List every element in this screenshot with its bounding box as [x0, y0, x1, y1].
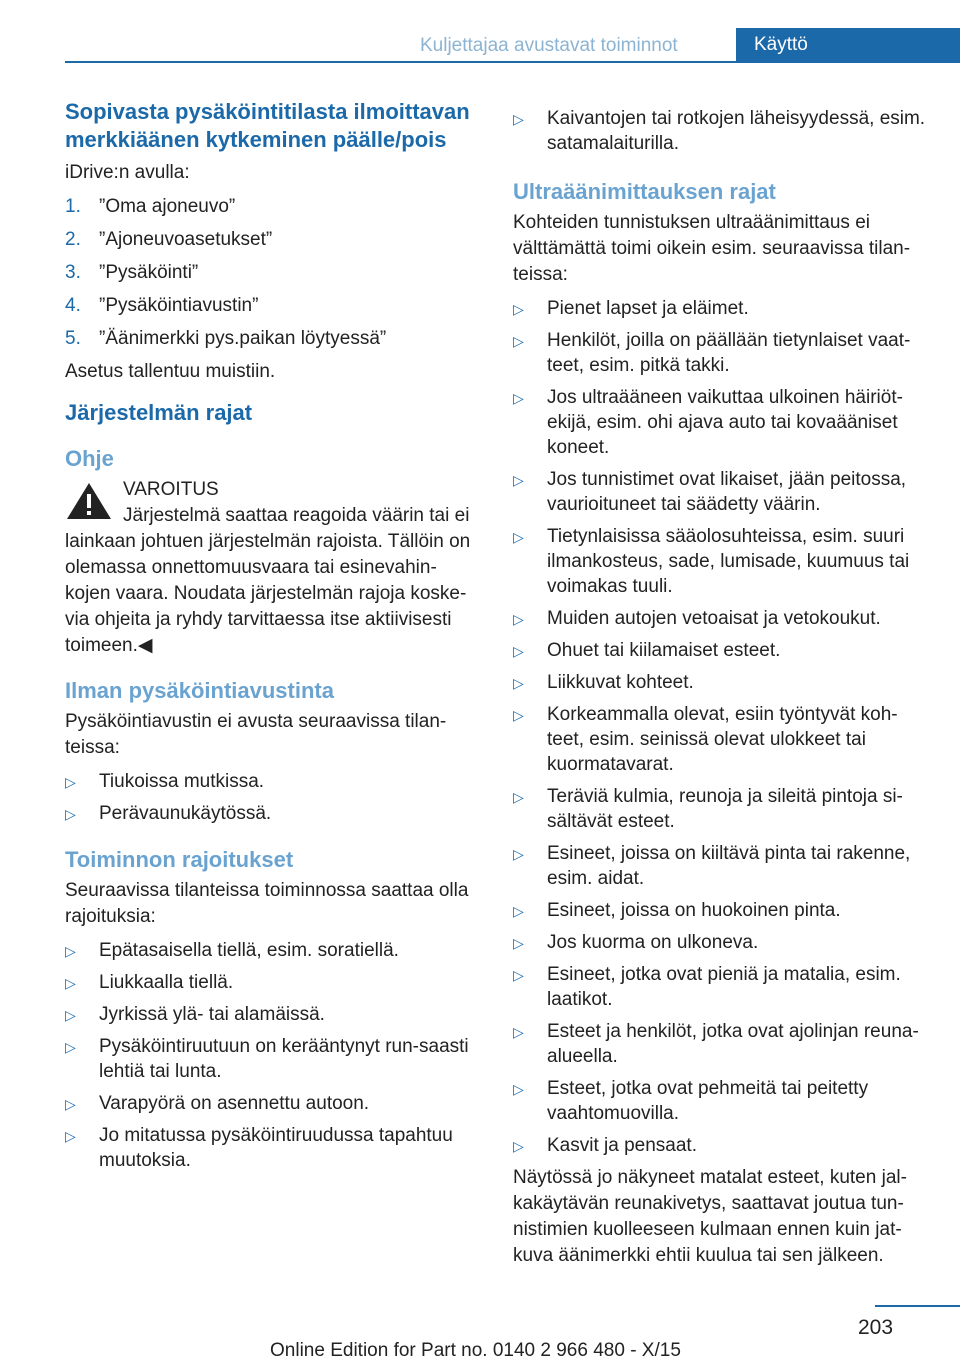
bullet-triangle-icon: ▷ — [65, 1039, 76, 1055]
continued-list — [513, 106, 928, 156]
ultrasound-text: Kohteiden tunnistuksen ultraäänimittaus ei välttämättä toimi oikein esim. seuraavissa tilan-teissa: — [513, 212, 911, 285]
bullet-triangle-icon: ▷ — [513, 472, 524, 488]
list-item: ▷ Esineet, joissa on kiiltävä pinta tai rakenne, esim. aidat. — [513, 843, 911, 889]
step-item: 4. ”Pysäköintiavustin” — [65, 295, 259, 316]
func-limits-list — [65, 938, 480, 1173]
edition-footer: Online Edition for Part no. 0140 2 966 480 - X/15 — [270, 1340, 681, 1361]
list-item: ▷ Jo mitatussa pysäköintiruudussa tapahtuu muutoksia. — [65, 1125, 453, 1171]
bullet-triangle-icon: ▷ — [513, 1138, 524, 1154]
list-item: ▷ Jyrkissä ylä- tai alamäissä. — [65, 1002, 480, 1027]
list-item: ▷ Korkeammalla olevat, esiin työntyvät koh-teet, esim. seinissä olevat ulokkeet tai kuormatavarat. — [513, 704, 898, 775]
bullet-triangle-icon: ▷ — [65, 806, 76, 822]
list-item: ▷ Henkilöt, joilla on päällään tietynlaiset vaat-teet, esim. pitkä takki. — [513, 330, 911, 376]
closing-paragraph: Näytössä jo näkyneet matalat esteet, kuten jal-kakäytävän reunakivetys, saattavat joutua tun-nistimien kuolleeseen kulmaan ennen kuin jat-kuva äänimerkki ehtii kuulua tai sen jälkeen. — [513, 1167, 907, 1266]
list-item: ▷ Liukkaalla tiellä. — [65, 970, 480, 995]
header-section-title: Kuljettajaa avustavat toiminnot — [420, 35, 678, 56]
step-item: 3. ”Pysäköinti” — [65, 262, 199, 283]
bullet-triangle-icon: ▷ — [65, 1096, 76, 1112]
left-column — [65, 98, 480, 1180]
bullet-triangle-icon: ▷ — [65, 774, 76, 790]
bullet-triangle-icon: ▷ — [513, 301, 524, 317]
list-item: ▷ Ohuet tai kiilamaiset esteet. — [513, 638, 928, 663]
list-item: ▷ Jos tunnistimet ovat likaiset, jään peitossa, vaurioituneet tai säädetty väärin. — [513, 469, 907, 515]
step-item: 2. ”Ajoneuvoasetukset” — [65, 229, 273, 250]
step-item: 1. ”Oma ajoneuvo” — [65, 196, 236, 217]
warning-box — [65, 477, 480, 659]
list-item: ▷ Esteet, jotka ovat pehmeitä tai peitetty vaahtomuovilla. — [513, 1078, 869, 1124]
subheading-no-assist: Ilman pysäköintiavustinta — [65, 678, 334, 703]
bullet-triangle-icon: ▷ — [65, 975, 76, 991]
bullet-triangle-icon: ▷ — [65, 1007, 76, 1023]
list-item: ▷ Esineet, joissa on huokoinen pinta. — [513, 898, 928, 923]
list-item: ▷ Epätasaisella tiellä, esim. soratiellä. — [65, 938, 480, 963]
page-header — [0, 0, 960, 62]
bullet-triangle-icon: ▷ — [513, 1081, 524, 1097]
bullet-triangle-icon: ▷ — [513, 935, 524, 951]
list-item: ▷ Jos kuorma on ulkoneva. — [513, 930, 928, 955]
subheading-ultrasound-limits: Ultraäänimittauksen rajat — [513, 179, 776, 204]
list-item: ▷ Pienet lapset ja eläimet. — [513, 296, 928, 321]
warning-text: Järjestelmä saattaa reagoida väärin tai ei lainkaan johtuen järjestelmän rajoista. Tällöin on olemassa onnettomuusvaara tai esinevahin-kojen vaara. Noudata järjestelmän rajoja koske-via ohjeita ja ryhdy tarvittaessa itse aktiivisesti toimeen.◀ — [65, 505, 471, 656]
subheading-ohje: Ohje — [65, 446, 114, 471]
page-number: 203 — [858, 1316, 894, 1339]
ultrasound-list — [513, 296, 928, 1158]
bullet-triangle-icon: ▷ — [513, 707, 524, 723]
bullet-triangle-icon: ▷ — [513, 846, 524, 862]
right-column — [513, 98, 928, 1277]
no-assist-text: Pysäköintiavustin ei avusta seuraavissa tilan-teissa: — [65, 711, 447, 758]
bullet-triangle-icon: ▷ — [513, 967, 524, 983]
list-item: ▷ Teräviä kulmia, reunoja ja sileitä pintoja si-sältävät esteet. — [513, 786, 903, 832]
setting-saved-note: Asetus tallentuu muistiin. — [65, 361, 276, 382]
step-item: 5. ”Äänimerkki pys.paikan löytyessä” — [65, 328, 387, 349]
list-item: ▷ Esteet ja henkilöt, jotka ovat ajolinjan reuna-alueella. — [513, 1021, 919, 1067]
bullet-triangle-icon: ▷ — [513, 390, 524, 406]
bullet-triangle-icon: ▷ — [513, 611, 524, 627]
idrive-steps — [65, 194, 480, 352]
bullet-triangle-icon: ▷ — [513, 643, 524, 659]
section-heading-limits: Järjestelmän rajat — [65, 400, 253, 425]
bullet-triangle-icon: ▷ — [513, 675, 524, 691]
footer-rule — [875, 1305, 960, 1307]
no-assist-list — [65, 769, 480, 826]
bullet-triangle-icon: ▷ — [513, 111, 524, 127]
bullet-triangle-icon: ▷ — [513, 333, 524, 349]
list-item: ▷ Liikkuvat kohteet. — [513, 670, 928, 695]
list-item: ▷ Pysäköintiruutuun on kerääntynyt run-saasti lehtiä tai lunta. — [65, 1036, 469, 1082]
idrive-intro: iDrive:n avulla: — [65, 162, 190, 183]
list-item: ▷ Varapyörä on asennettu autoon. — [65, 1091, 480, 1116]
list-item: ▷ Perävaunukäytössä. — [65, 801, 480, 826]
list-item: ▷ Tietynlaisissa sääolosuhteissa, esim. suuri ilmankosteus, sade, lumisade, kuumuus tai voimakas tuuli. — [513, 526, 910, 597]
warning-icon — [65, 481, 113, 521]
list-item: ▷ Kasvit ja pensaat. — [513, 1133, 928, 1158]
bullet-triangle-icon: ▷ — [513, 789, 524, 805]
func-limits-text: Seuraavissa tilanteissa toiminnossa saattaa olla rajoituksia: — [65, 880, 469, 927]
bullet-triangle-icon: ▷ — [65, 943, 76, 959]
subheading-func-limits: Toiminnon rajoitukset — [65, 847, 294, 872]
bullet-triangle-icon: ▷ — [65, 1128, 76, 1144]
bullet-triangle-icon: ▷ — [513, 1024, 524, 1040]
bullet-triangle-icon: ▷ — [513, 529, 524, 545]
bullet-triangle-icon: ▷ — [513, 903, 524, 919]
list-item: ▷ Kaivantojen tai rotkojen läheisyydessä, esim. satamalaiturilla. — [513, 108, 926, 154]
list-item: ▷ Jos ultraääneen vaikuttaa ulkoinen häiriöt-ekijä, esim. ohi ajava auto tai kovaääniset koneet. — [513, 387, 903, 458]
list-item: ▷ Esineet, jotka ovat pieniä ja matalia, esim. laatikot. — [513, 964, 901, 1010]
header-rule — [65, 61, 960, 63]
list-item: ▷ Tiukoissa mutkissa. — [65, 769, 480, 794]
header-chapter-tab: Käyttö — [736, 28, 960, 62]
warning-title: VAROITUS — [123, 479, 219, 500]
list-item: ▷ Muiden autojen vetoaisat ja vetokoukut. — [513, 606, 928, 631]
section-heading-signal: Sopivasta pysäköintitilasta ilmoittavan merkkiäänen kytkeminen päälle/pois — [65, 99, 470, 152]
